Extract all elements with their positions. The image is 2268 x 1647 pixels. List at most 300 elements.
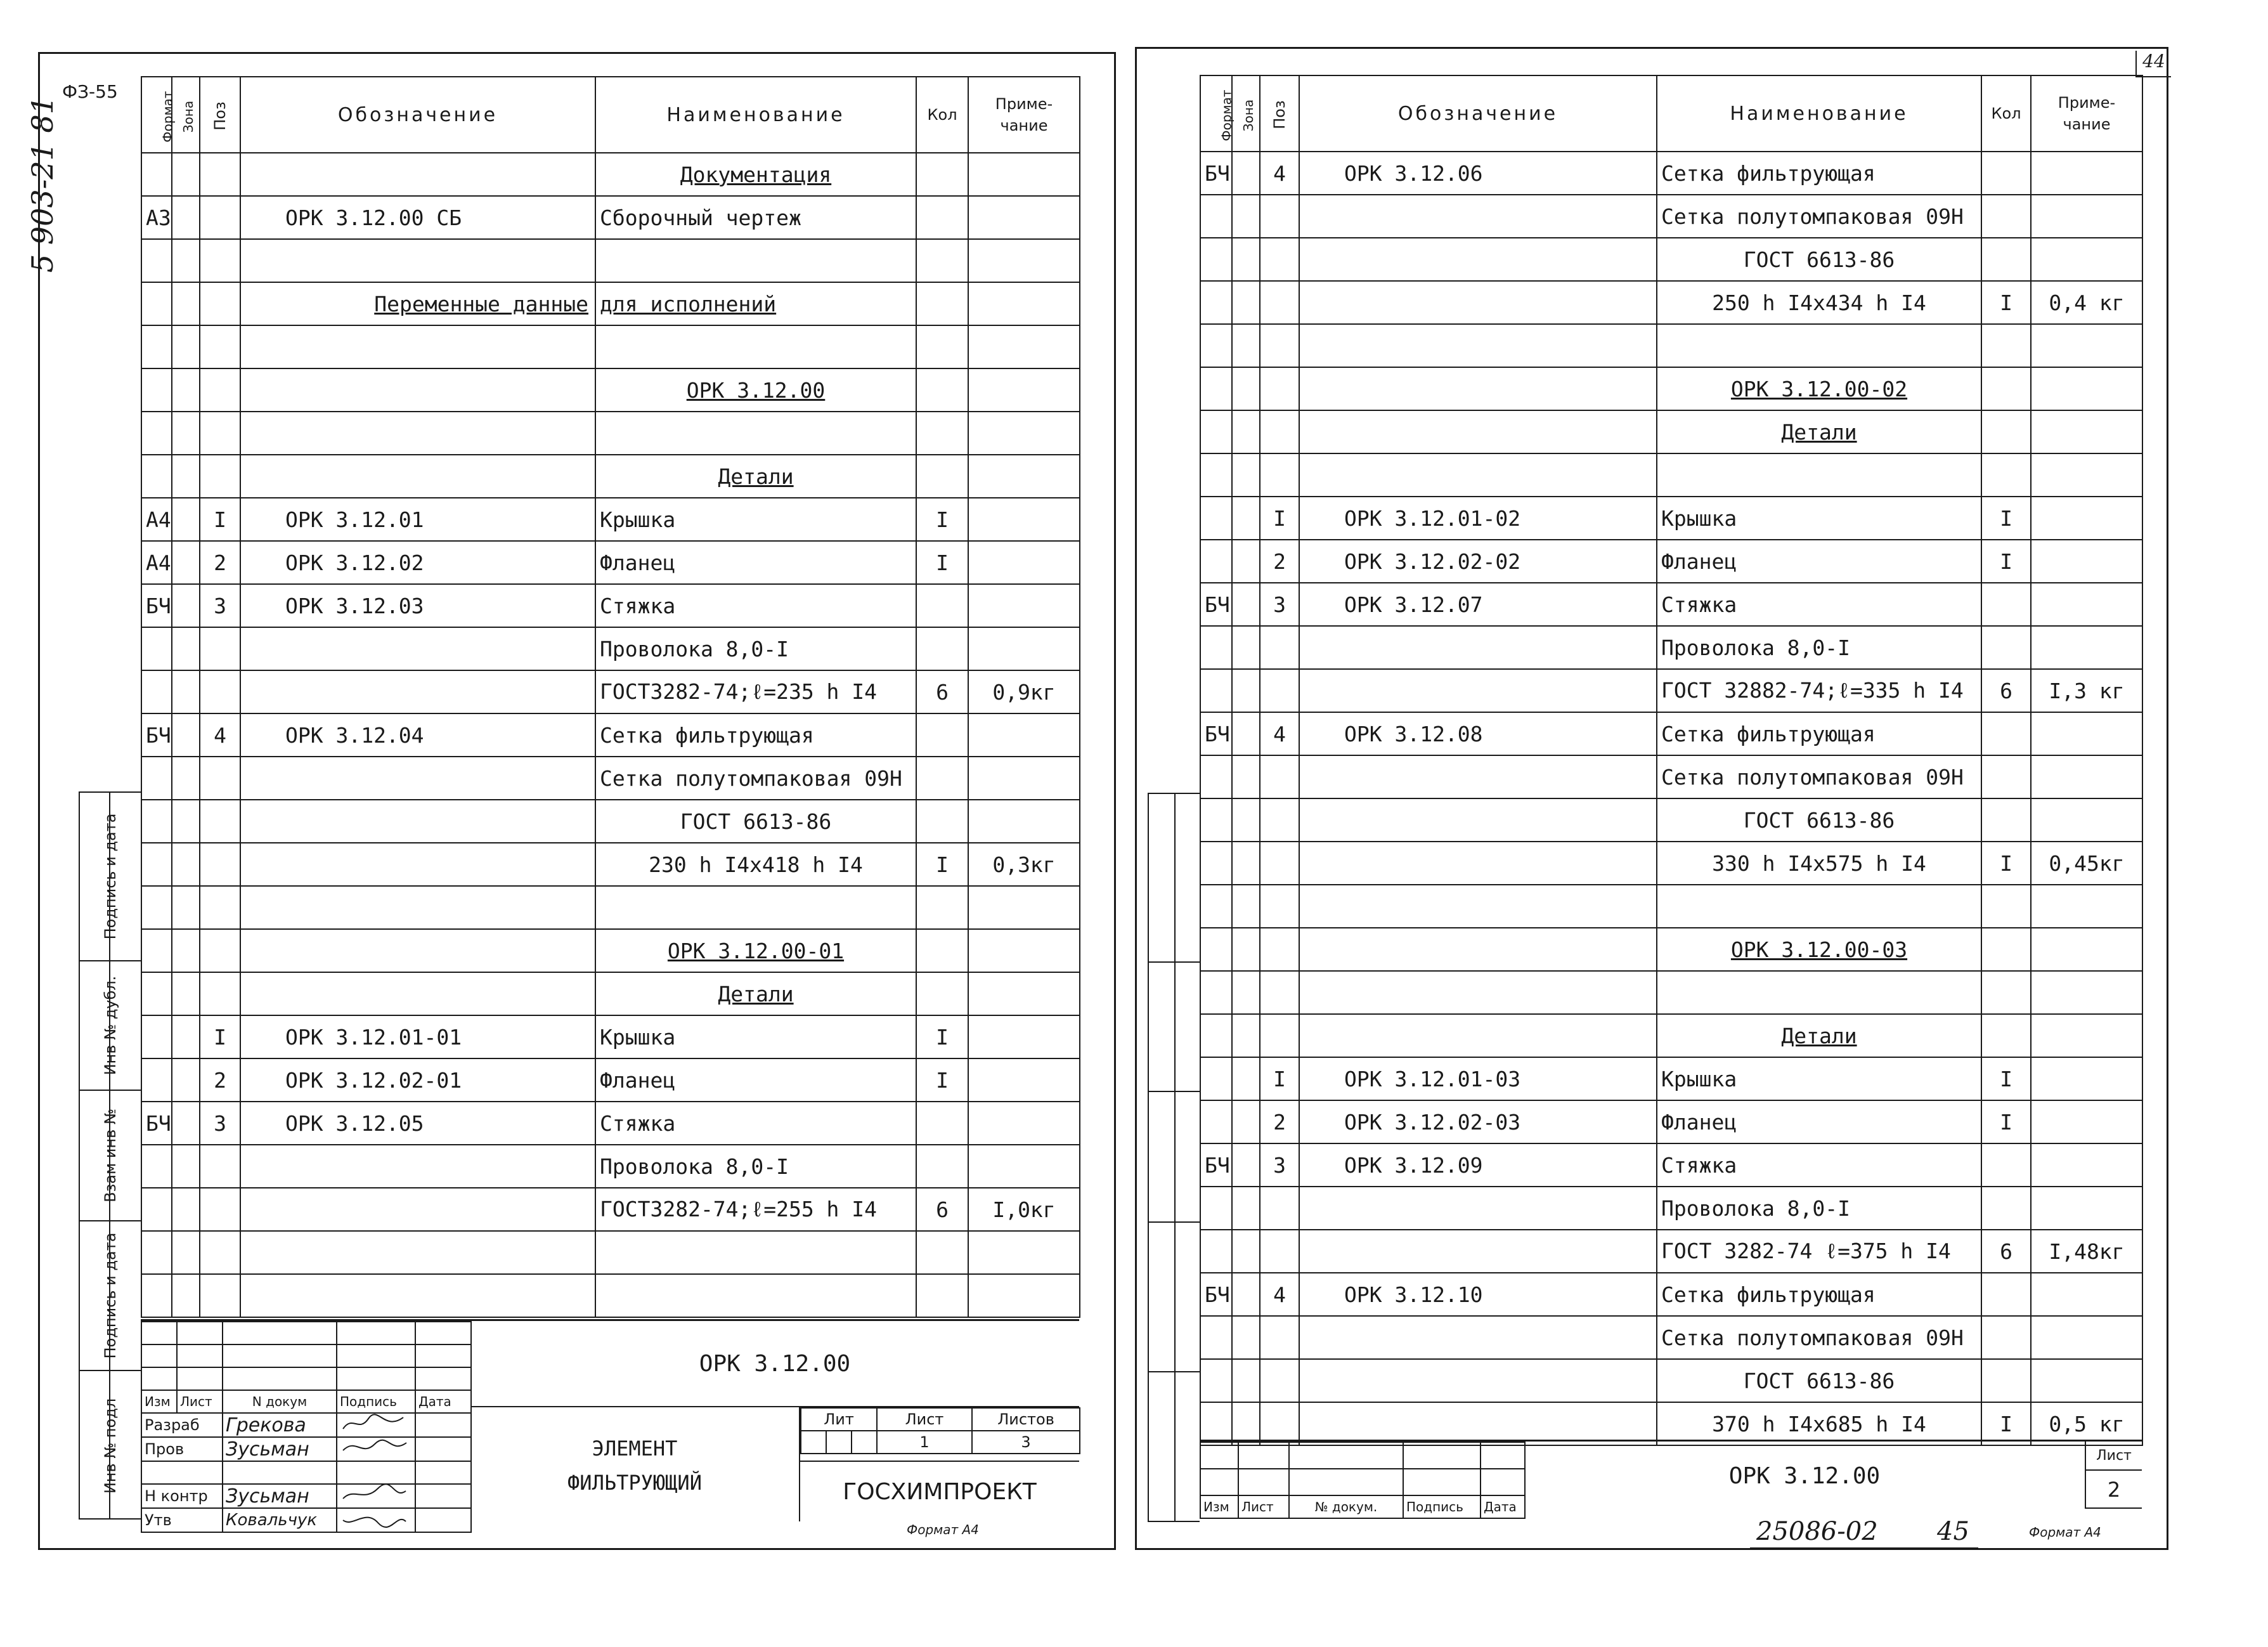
cell-qty <box>916 368 968 412</box>
right-header-format: Формат <box>1200 75 1232 152</box>
tb-role-ncontr: Н контр <box>141 1484 223 1508</box>
cell-designation: ОРК 3.12.08 <box>1299 712 1657 755</box>
cell-format: А4 <box>141 541 172 584</box>
cell-note <box>2031 195 2142 238</box>
right-title-block <box>1200 1440 2142 1522</box>
cell-qty <box>916 282 968 325</box>
cell-name <box>595 886 916 929</box>
right-header-name: Наименование <box>1657 75 1981 152</box>
side-stamp-label: Инв № дубл. <box>101 975 119 1076</box>
cell-name: ОРК 3.12.00-03 <box>1657 928 1981 971</box>
tb-sign-ncontr <box>337 1484 415 1508</box>
cell-designation <box>1299 1359 1657 1402</box>
right-tb-sheet-label: Лист <box>2085 1442 2142 1471</box>
cell-designation: ОРК 3.12.01 <box>240 498 595 541</box>
cell-position <box>200 325 240 368</box>
cell-designation: ОРК 3.12.00 СБ <box>240 196 595 239</box>
cell-name: Сетка фильтрующая <box>1657 1273 1981 1316</box>
spec-row <box>141 153 1080 196</box>
cell-note <box>2031 1273 2142 1316</box>
cell-qty <box>916 1274 968 1317</box>
cell-name: ГОСТ 6613-86 <box>595 800 916 843</box>
cell-position <box>1260 798 1299 842</box>
cell-zone <box>172 757 200 800</box>
cell-qty: 6 <box>1981 669 2031 712</box>
cell-name: ГОСТ 6613-86 <box>1657 1359 1981 1402</box>
cell-position: 2 <box>200 1058 240 1102</box>
cell-name <box>1657 971 1981 1014</box>
cell-format <box>141 455 172 498</box>
cell-position <box>1260 1014 1299 1057</box>
cell-qty <box>1981 195 2031 238</box>
cell-note <box>968 627 1080 670</box>
right-tb-sheet-no: 2 <box>2085 1471 2142 1509</box>
cell-zone <box>172 455 200 498</box>
spec-row <box>141 1015 1080 1058</box>
cell-format <box>1200 324 1232 367</box>
right-tb-col-date: Дата <box>1481 1495 1525 1518</box>
cell-note <box>2031 626 2142 669</box>
cell-qty <box>916 239 968 282</box>
cell-qty <box>1981 367 2031 410</box>
spec-row <box>1200 928 2142 971</box>
side-stamp-cell <box>80 1090 141 1220</box>
left-archive-number: 5 903-21 81 <box>25 96 60 273</box>
cell-format: БЧ <box>141 713 172 757</box>
cell-note <box>968 541 1080 584</box>
cell-qty <box>1981 410 2031 453</box>
cell-zone <box>1232 1143 1260 1187</box>
cell-note <box>968 325 1080 368</box>
cell-qty: I <box>1981 1402 2031 1445</box>
cell-qty: 6 <box>916 1188 968 1231</box>
cell-zone <box>172 412 200 455</box>
cell-zone <box>172 325 200 368</box>
cell-note <box>2031 324 2142 367</box>
cell-format <box>1200 238 1232 281</box>
cell-format: БЧ <box>141 584 172 627</box>
cell-name <box>595 325 916 368</box>
cell-zone <box>1232 1100 1260 1143</box>
cell-designation <box>240 1145 595 1188</box>
cell-name: Сетка фильтрующая <box>1657 152 1981 195</box>
cell-zone <box>1232 238 1260 281</box>
cell-format: БЧ <box>1200 583 1232 626</box>
cell-name: Стяжка <box>595 1102 916 1145</box>
cell-qty <box>1981 453 2031 497</box>
cell-qty <box>916 1145 968 1188</box>
cell-designation <box>240 455 595 498</box>
cell-position <box>1260 195 1299 238</box>
cell-name: Крышка <box>1657 497 1981 540</box>
cell-position <box>1260 453 1299 497</box>
cell-name: Сетка полутомпаковая 09Н <box>595 757 916 800</box>
cell-designation: ОРК 3.12.01-02 <box>1299 497 1657 540</box>
cell-position <box>200 757 240 800</box>
right-tb-col-doc: № докум. <box>1289 1495 1403 1518</box>
spec-row <box>141 455 1080 498</box>
cell-name: 370 h I4х685 h I4 <box>1657 1402 1981 1445</box>
cell-format <box>141 627 172 670</box>
cell-position <box>1260 1402 1299 1445</box>
spec-row <box>1200 1402 2142 1445</box>
spec-row <box>1200 1359 2142 1402</box>
cell-note <box>968 584 1080 627</box>
cell-qty: I <box>916 843 968 886</box>
cell-designation <box>240 757 595 800</box>
right-side-stamp <box>1148 793 1200 1522</box>
right-header-position: Поз <box>1260 75 1299 152</box>
cell-position: 2 <box>1260 540 1299 583</box>
spec-row <box>1200 324 2142 367</box>
cell-zone <box>172 1274 200 1317</box>
cell-format <box>1200 626 1232 669</box>
side-stamp-cell <box>80 960 141 1090</box>
cell-note: I,3 кг <box>2031 669 2142 712</box>
cell-name: Сетка полутомпаковая 09Н <box>1657 195 1981 238</box>
cell-position <box>200 282 240 325</box>
spec-row <box>1200 842 2142 885</box>
cell-qty <box>916 153 968 196</box>
cell-note <box>2031 712 2142 755</box>
cell-name: ГОСТ3282-74;ℓ=235 h I4 <box>595 670 916 713</box>
cell-note <box>2031 1100 2142 1143</box>
cell-zone <box>172 929 200 972</box>
right-header-qty: Кол <box>1981 75 2031 152</box>
cell-name: ГОСТ3282-74;ℓ=255 h I4 <box>595 1188 916 1231</box>
cell-qty <box>1981 712 2031 755</box>
cell-note <box>968 498 1080 541</box>
tb-lit-label: Лит <box>801 1408 877 1431</box>
spec-row <box>141 1145 1080 1188</box>
cell-qty <box>916 455 968 498</box>
spec-row <box>141 498 1080 541</box>
spec-row <box>141 800 1080 843</box>
cell-qty: I <box>916 1015 968 1058</box>
cell-position: 3 <box>1260 583 1299 626</box>
cell-designation <box>1299 971 1657 1014</box>
cell-zone <box>172 196 200 239</box>
tb-name-ncontr: Зусьман <box>223 1484 337 1508</box>
cell-name: Фланец <box>595 1058 916 1102</box>
cell-qty <box>1981 971 2031 1014</box>
cell-qty <box>1981 928 2031 971</box>
spec-row <box>1200 453 2142 497</box>
cell-qty <box>1981 755 2031 798</box>
cell-qty <box>916 627 968 670</box>
right-tb-col-sign: Подпись <box>1403 1495 1481 1518</box>
header-position: Поз <box>200 77 240 153</box>
tb-col-list: Лист <box>177 1390 223 1413</box>
header-qty: Кол <box>916 77 968 153</box>
cell-zone <box>1232 885 1260 928</box>
cell-zone <box>1232 1230 1260 1273</box>
cell-designation: ОРК 3.12.10 <box>1299 1273 1657 1316</box>
cell-position: I <box>1260 1057 1299 1100</box>
cell-position <box>1260 626 1299 669</box>
right-side-stamp-divider <box>1174 794 1176 1521</box>
cell-note <box>968 455 1080 498</box>
cell-name <box>595 1274 916 1317</box>
cell-designation: ОРК 3.12.04 <box>240 713 595 757</box>
cell-position: 4 <box>200 713 240 757</box>
tb-sheets-no: 3 <box>972 1431 1080 1454</box>
cell-designation: ОРК 3.12.02-02 <box>1299 540 1657 583</box>
cell-format <box>141 886 172 929</box>
cell-zone <box>1232 540 1260 583</box>
cell-designation <box>240 1188 595 1231</box>
cell-name: Детали <box>595 455 916 498</box>
cell-zone <box>1232 626 1260 669</box>
left-spec-table <box>141 76 1080 1318</box>
cell-note <box>968 1102 1080 1145</box>
cell-name: Крышка <box>595 498 916 541</box>
cell-zone <box>1232 1273 1260 1316</box>
cell-designation <box>1299 1402 1657 1445</box>
side-stamp-cell <box>80 1370 141 1521</box>
tb-role-check: Пров <box>141 1437 223 1461</box>
cell-position: I <box>200 1015 240 1058</box>
cell-note <box>2031 1143 2142 1187</box>
cell-name: Стяжка <box>1657 1143 1981 1187</box>
cell-name: ОРК 3.12.00-01 <box>595 929 916 972</box>
cell-qty <box>916 196 968 239</box>
cell-format <box>1200 1057 1232 1100</box>
cell-position <box>1260 281 1299 324</box>
tb-title-line1: ЭЛЕМЕНТ <box>592 1436 678 1461</box>
cell-name: ОРК 3.12.00-02 <box>1657 367 1981 410</box>
spec-row <box>1200 1057 2142 1100</box>
spec-row <box>1200 238 2142 281</box>
cell-note <box>968 368 1080 412</box>
tb-title-line2: ФИЛЬТРУЮЩИЙ <box>567 1471 702 1495</box>
spec-row <box>141 584 1080 627</box>
cell-zone <box>1232 324 1260 367</box>
tb-role-dev: Разраб <box>141 1413 223 1437</box>
header-zone: Зона <box>172 77 200 153</box>
cell-name: Сборочный чертеж <box>595 196 916 239</box>
cell-position <box>200 239 240 282</box>
right-header-zone: Зона <box>1232 75 1260 152</box>
cell-position <box>1260 410 1299 453</box>
cell-designation <box>1299 755 1657 798</box>
right-tb-grid <box>1200 1442 1526 1519</box>
cell-qty <box>1981 583 2031 626</box>
cell-qty: I <box>1981 497 2031 540</box>
left-format-footer: Формат А4 <box>907 1522 979 1537</box>
header-designation: Обозначение <box>240 77 595 153</box>
side-stamp-label: Взам инв № <box>101 1109 119 1202</box>
right-bottom-page: 45 <box>1937 1517 1969 1546</box>
cell-format <box>141 800 172 843</box>
cell-name: Проволока 8,0-I <box>1657 1187 1981 1230</box>
cell-zone <box>172 1058 200 1102</box>
cell-position <box>1260 238 1299 281</box>
cell-zone <box>1232 798 1260 842</box>
cell-designation <box>240 1231 595 1274</box>
cell-note: I,0кг <box>968 1188 1080 1231</box>
spec-row <box>1200 1100 2142 1143</box>
cell-format <box>1200 1402 1232 1445</box>
tb-sign-check <box>337 1437 415 1461</box>
cell-name: 230 h I4х418 h I4 <box>595 843 916 886</box>
cell-designation <box>1299 1187 1657 1230</box>
cell-designation <box>240 368 595 412</box>
cell-name: Сетка фильтрующая <box>1657 712 1981 755</box>
cell-designation: ОРК 3.12.03 <box>240 584 595 627</box>
cell-designation <box>240 843 595 886</box>
cell-format <box>141 325 172 368</box>
spec-row <box>141 541 1080 584</box>
cell-position <box>200 972 240 1015</box>
cell-qty <box>916 713 968 757</box>
cell-zone <box>1232 195 1260 238</box>
cell-note <box>968 713 1080 757</box>
spec-row <box>1200 626 2142 669</box>
cell-position: 2 <box>200 541 240 584</box>
cell-qty <box>1981 885 2031 928</box>
cell-note <box>968 1058 1080 1102</box>
spec-row <box>141 412 1080 455</box>
cell-note <box>968 800 1080 843</box>
cell-note: 0,5 кг <box>2031 1402 2142 1445</box>
right-bottom-underline <box>1750 1547 1978 1549</box>
spec-row <box>141 843 1080 886</box>
cell-format: БЧ <box>141 1102 172 1145</box>
cell-designation <box>240 627 595 670</box>
cell-designation <box>1299 1230 1657 1273</box>
cell-format <box>141 1188 172 1231</box>
cell-position <box>200 153 240 196</box>
cell-note <box>968 929 1080 972</box>
spec-row <box>1200 1143 2142 1187</box>
right-format-footer: Формат А4 <box>2029 1525 2101 1540</box>
cell-note: 0,4 кг <box>2031 281 2142 324</box>
cell-position <box>200 800 240 843</box>
spec-row <box>141 929 1080 972</box>
cell-format <box>1200 971 1232 1014</box>
cell-format <box>1200 1100 1232 1143</box>
cell-name <box>1657 453 1981 497</box>
cell-position <box>200 843 240 886</box>
cell-note: 0,9кг <box>968 670 1080 713</box>
cell-qty <box>916 1102 968 1145</box>
cell-zone <box>172 1188 200 1231</box>
cell-name: Крышка <box>595 1015 916 1058</box>
spec-row <box>1200 367 2142 410</box>
cell-position <box>200 196 240 239</box>
cell-designation: ОРК 3.12.02-01 <box>240 1058 595 1102</box>
tb-col-sign: Подпись <box>337 1390 415 1413</box>
cell-format: А4 <box>141 498 172 541</box>
cell-zone <box>1232 842 1260 885</box>
cell-position <box>1260 1187 1299 1230</box>
cell-zone <box>1232 1359 1260 1402</box>
cell-qty <box>916 584 968 627</box>
cell-name: Крышка <box>1657 1057 1981 1100</box>
cell-format <box>141 1274 172 1317</box>
cell-note <box>968 757 1080 800</box>
cell-qty <box>1981 324 2031 367</box>
spec-row <box>141 239 1080 282</box>
cell-note <box>2031 367 2142 410</box>
spec-row <box>1200 540 2142 583</box>
cell-note <box>2031 497 2142 540</box>
cell-note <box>2031 1057 2142 1100</box>
right-header-note: Приме- чание <box>2031 75 2142 152</box>
cell-position: 3 <box>200 1102 240 1145</box>
cell-designation: ОРК 3.12.01-03 <box>1299 1057 1657 1100</box>
cell-note <box>2031 971 2142 1014</box>
cell-name: Сетка полутомпаковая 09Н <box>1657 1316 1981 1359</box>
cell-position <box>1260 367 1299 410</box>
cell-qty: I <box>916 541 968 584</box>
cell-position <box>200 929 240 972</box>
cell-note <box>968 1274 1080 1317</box>
spec-row <box>141 972 1080 1015</box>
spec-row <box>1200 583 2142 626</box>
cell-note <box>2031 238 2142 281</box>
cell-format <box>1200 798 1232 842</box>
cell-qty <box>916 972 968 1015</box>
cell-designation: ОРК 3.12.05 <box>240 1102 595 1145</box>
cell-format <box>141 1058 172 1102</box>
cell-format <box>1200 842 1232 885</box>
cell-designation <box>1299 195 1657 238</box>
cell-name: Детали <box>1657 410 1981 453</box>
side-stamp-label: Подпись и дата <box>101 1232 119 1359</box>
cell-position <box>200 368 240 412</box>
cell-format <box>141 670 172 713</box>
cell-position <box>200 412 240 455</box>
cell-format <box>1200 1230 1232 1273</box>
cell-name: Стяжка <box>1657 583 1981 626</box>
tb-name-check: Зусьман <box>223 1437 337 1461</box>
right-spec-table <box>1200 75 2143 1446</box>
cell-qty <box>1981 1359 2031 1402</box>
cell-note: 0,3кг <box>968 843 1080 886</box>
cell-format <box>1200 540 1232 583</box>
cell-position: 3 <box>1260 1143 1299 1187</box>
cell-name: Стяжка <box>595 584 916 627</box>
cell-name: 250 h I4х434 h I4 <box>1657 281 1981 324</box>
cell-qty <box>916 412 968 455</box>
cell-note <box>968 282 1080 325</box>
cell-format <box>141 843 172 886</box>
cell-zone <box>172 670 200 713</box>
cell-note <box>968 1145 1080 1188</box>
cell-name: ГОСТ 6613-86 <box>1657 238 1981 281</box>
cell-name <box>595 239 916 282</box>
right-tb-col-izm: Изм <box>1200 1495 1238 1518</box>
header-format: Формат <box>141 77 172 153</box>
left-side-stamp <box>79 791 141 1520</box>
cell-format <box>1200 1316 1232 1359</box>
cell-zone <box>1232 712 1260 755</box>
cell-designation <box>1299 1316 1657 1359</box>
spec-row <box>141 757 1080 800</box>
cell-zone <box>1232 367 1260 410</box>
cell-note <box>2031 540 2142 583</box>
cell-qty <box>1981 1316 2031 1359</box>
spec-row <box>141 1274 1080 1317</box>
cell-name: Проволока 8,0-I <box>595 1145 916 1188</box>
cell-qty: I <box>916 498 968 541</box>
spec-row <box>1200 798 2142 842</box>
cell-designation <box>1299 453 1657 497</box>
cell-zone <box>172 239 200 282</box>
cell-format <box>1200 410 1232 453</box>
